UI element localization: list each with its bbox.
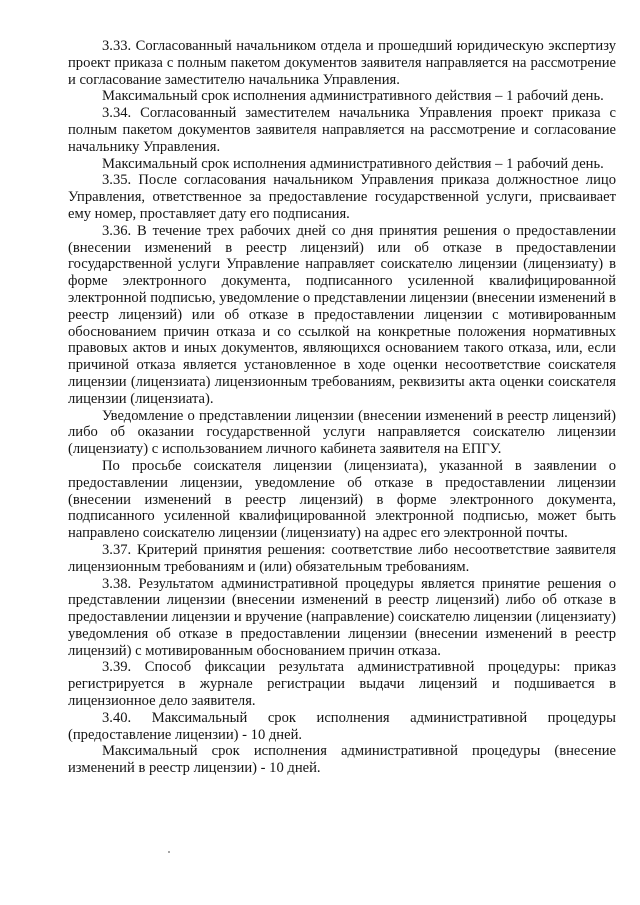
paragraph-3-36-request: По просьбе соискателя лицензии (лицензиата), указанной в заявлении о предоставлении лицензии, уведомление об отказе в предоставлении лицензии (внесении изменений в реестр лицензий) в форме электронного документа, подписанного усиленной квалифицированной электронной подписью, может быть направлено соискателю лицензии (лицензиату) на адрес его электронной почты.: [68, 457, 616, 542]
paragraph-3-37: 3.37. Критерий принятия решения: соответствие либо несоответствие заявителя лицензионным требованиям и (или) обязательным требованиям.: [68, 541, 616, 575]
paragraph-3-36-notification: Уведомление о представлении лицензии (внесении изменений в реестр лицензий) либо об оказании государственной услуги направляется соискателю лицензии (лицензиату) с использованием личного кабинета заявителя на ЕПГУ.: [68, 407, 616, 458]
paragraph-3-39: 3.39. Способ фиксации результата административной процедуры: приказ регистрируется в журнале регистрации выдачи лицензий и подшивается в лицензионное дело заявителя.: [68, 659, 616, 710]
scan-speck: [168, 851, 170, 853]
paragraph-3-40-changes: Максимальный срок исполнения административной процедуры (внесение изменений в реестр лицензии) - 10 дней.: [68, 743, 616, 777]
paragraph-3-33: 3.33. Согласованный начальником отдела и прошедший юридическую экспертизу проект приказа с полным пакетом документов заявителя направляется на рассмотрение и согласование заместителю начальника Управления.: [68, 38, 616, 88]
paragraph-3-34: 3.34. Согласованный заместителем начальника Управления проект приказа с полным пакетом документов заявителя направляется на рассмотрение и согласование начальнику Управления.: [68, 105, 616, 155]
paragraph-3-34-deadline: Максимальный срок исполнения административного действия – 1 рабочий день.: [102, 155, 604, 172]
paragraph-3-36: 3.36. В течение трех рабочих дней со дня принятия решения о предоставлении (внесении изменений в реестр лицензий) или об отказе в предоставлении государственной услуги Управление направляет соискателю лицензии (лицензиату) в форме электронного документа, подписанного усиленной квалифицированной электронной подписью, уведомление о представлении лицензии (внесении изменений в реестр лицензий) или об отказе в предоставлении лицензии с мотивированным обоснованием причин отказа и со ссылкой на конкретные положения нормативных правовых актов и иных документов, являющихся основанием такого отказа, или, если причиной отказа является установленное в ходе оценки несоответствие соискателя лицензии (лицензиата) лицензионным требованиям, реквизиты акта оценки соискателя лицензии (лицензиата).: [68, 222, 616, 407]
paragraph-3-40: 3.40. Максимальный срок исполнения административной процедуры (предоставление лицензии) - 10 дней.: [68, 709, 616, 743]
document-body: [68, 38, 616, 777]
paragraph-3-33-deadline: Максимальный срок исполнения административного действия – 1 рабочий день.: [102, 88, 604, 105]
paragraph-3-35: 3.35. После согласования начальником Управления приказа должностное лицо Управления, ответственное за предоставление государственной услуги, присваивает ему номер, проставляет дату его подписания.: [68, 172, 616, 222]
paragraph-3-38: 3.38. Результатом административной процедуры является принятие решения о представлении лицензии (внесении изменений в реестр лицензий) либо об отказе в предоставлении лицензии и вручение (направление) соискателю лицензии (лицензиату) уведомления об отказе в предоставлении лицензии (внесении изменений в реестр лицензий) с мотивированным обоснованием причин отказа.: [68, 575, 616, 659]
